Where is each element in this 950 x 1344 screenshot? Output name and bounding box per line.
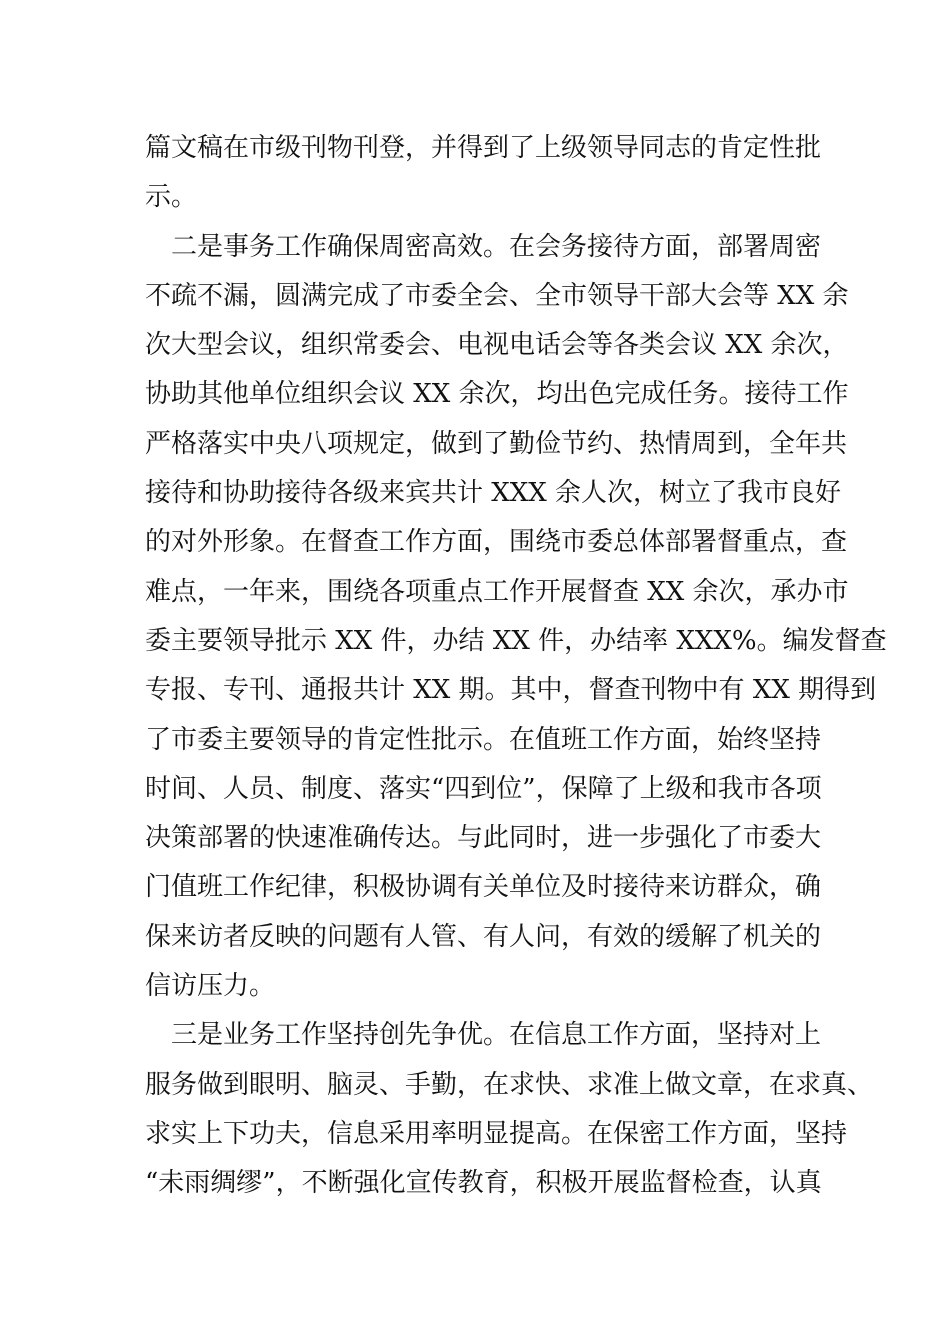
text-line: 求实上下功夫，信息采用率明显提高。在保密工作方面，坚持 xyxy=(145,1118,848,1149)
text-line: 示。 xyxy=(145,182,198,213)
paragraph-1 xyxy=(145,124,822,223)
text-line: 委主要领导批示 XX 件，办结 XX 件，办结率 XXX%。编发督查 xyxy=(145,625,887,656)
text-line: 决策部署的快速准确传达。与此同时，进一步强化了市委大 xyxy=(145,823,822,854)
paragraph-3 xyxy=(145,1011,874,1208)
text-line: 不疏不漏，圆满完成了市委全会、全市领导干部大会等 XX 余 xyxy=(145,280,849,311)
text-line: 三是业务工作坚持创先争优。在信息工作方面，坚持对上 xyxy=(171,1020,822,1051)
text-line: 专报、专刊、通报共计 XX 期。其中，督查刊物中有 XX 期得到 xyxy=(145,675,877,706)
paragraph-2 xyxy=(145,223,887,1012)
text-line: 了市委主要领导的肯定性批示。在值班工作方面，始终坚持 xyxy=(145,724,822,755)
text-line: 难点，一年来，围绕各项重点工作开展督查 XX 余次，承办市 xyxy=(145,576,849,607)
document-body xyxy=(145,124,887,1209)
text-line: 二是事务工作确保周密高效。在会务接待方面，部署周密 xyxy=(171,231,822,262)
text-line: 门值班工作纪律，积极协调有关单位及时接待来访群众，确 xyxy=(145,872,822,903)
text-line: 协助其他单位组织会议 XX 余次，均出色完成任务。接待工作 xyxy=(145,379,849,410)
text-line: 时间、人员、制度、落实“四到位”，保障了上级和我市各项 xyxy=(145,773,822,804)
text-line: 保来访者反映的问题有人管、有人问，有效的缓解了机关的 xyxy=(145,921,822,952)
text-line: 接待和协助接待各级来宾共计 XXX 余人次，树立了我市良好 xyxy=(145,478,842,509)
text-line: 的对外形象。在督查工作方面，围绕市委总体部署督重点，查 xyxy=(145,527,848,558)
text-line: 信访压力。 xyxy=(145,971,276,1002)
text-line: “未雨绸缪”，不断强化宣传教育，积极开展监督检查，认真 xyxy=(145,1168,822,1199)
text-line: 严格落实中央八项规定，做到了勤俭节约、热情周到，全年共 xyxy=(145,428,848,459)
text-line: 篇文稿在市级刊物刊登，并得到了上级领导同志的肯定性批 xyxy=(145,133,822,163)
text-line: 服务做到眼明、脑灵、手勤，在求快、求准上做文章，在求真、 xyxy=(145,1069,874,1100)
text-line: 次大型会议，组织常委会、电视电话会等各类会议 XX 余次， xyxy=(145,330,849,361)
